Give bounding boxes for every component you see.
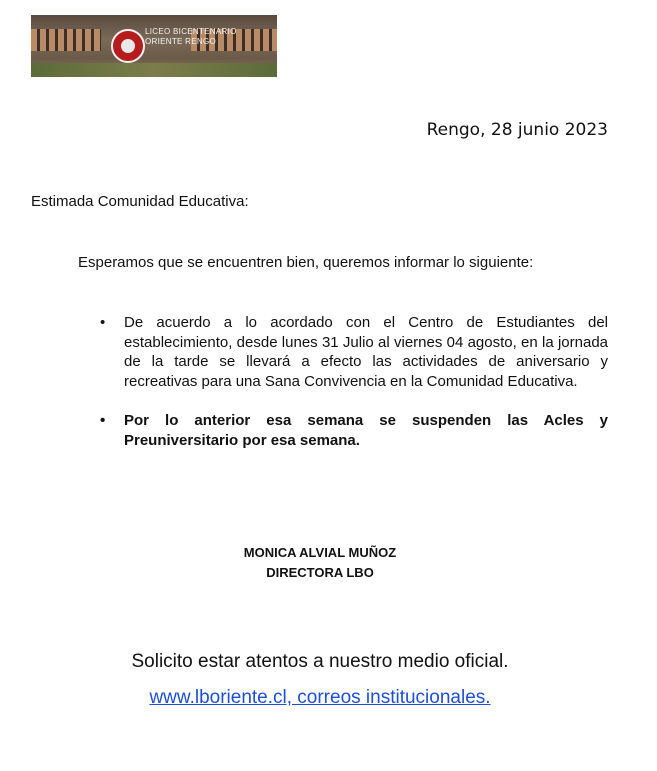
announcement-item: • De acuerdo a lo acordado con el Centro de Estudiantes del establecimiento, desde lunes 31 Julio al viernes 04 agosto, en la jornada de la tarde se llevará a efecto las actividades de aniversario y recreativas para una Sana Convivencia en la Comunidad Educativa. (100, 313, 608, 391)
school-header-banner (31, 15, 277, 77)
building-image (31, 29, 101, 51)
grounds-image (31, 63, 277, 77)
signature-name: MONICA ALVIAL MUÑOZ (243, 545, 397, 560)
letter-intro: Esperamos que se encuentren bien, queremos informar lo siguiente: (78, 254, 534, 271)
signature-block (170, 543, 470, 583)
announcement-item: • Por lo anterior esa semana se suspenden las Acles y Preuniversitario por esa semana. (100, 411, 608, 450)
official-channel-notice: Solicito estar atentos a nuestro medio oficial. (131, 651, 509, 672)
school-seal-icon (111, 29, 145, 63)
website-link[interactable]: www.lboriente.cl, correos institucionales. (149, 687, 491, 708)
letter-date: Rengo, 28 junio 2023 (426, 120, 608, 140)
school-logo-text (145, 27, 237, 47)
announcement-list (100, 313, 608, 470)
logo-text-line1: LICEO BICENTENARIO (145, 27, 237, 36)
signature-title: DIRECTORA LBO (266, 565, 374, 580)
logo-text-line2: ORIENTE RENGO (145, 37, 217, 46)
letter-greeting: Estimada Comunidad Educativa: (31, 193, 249, 210)
